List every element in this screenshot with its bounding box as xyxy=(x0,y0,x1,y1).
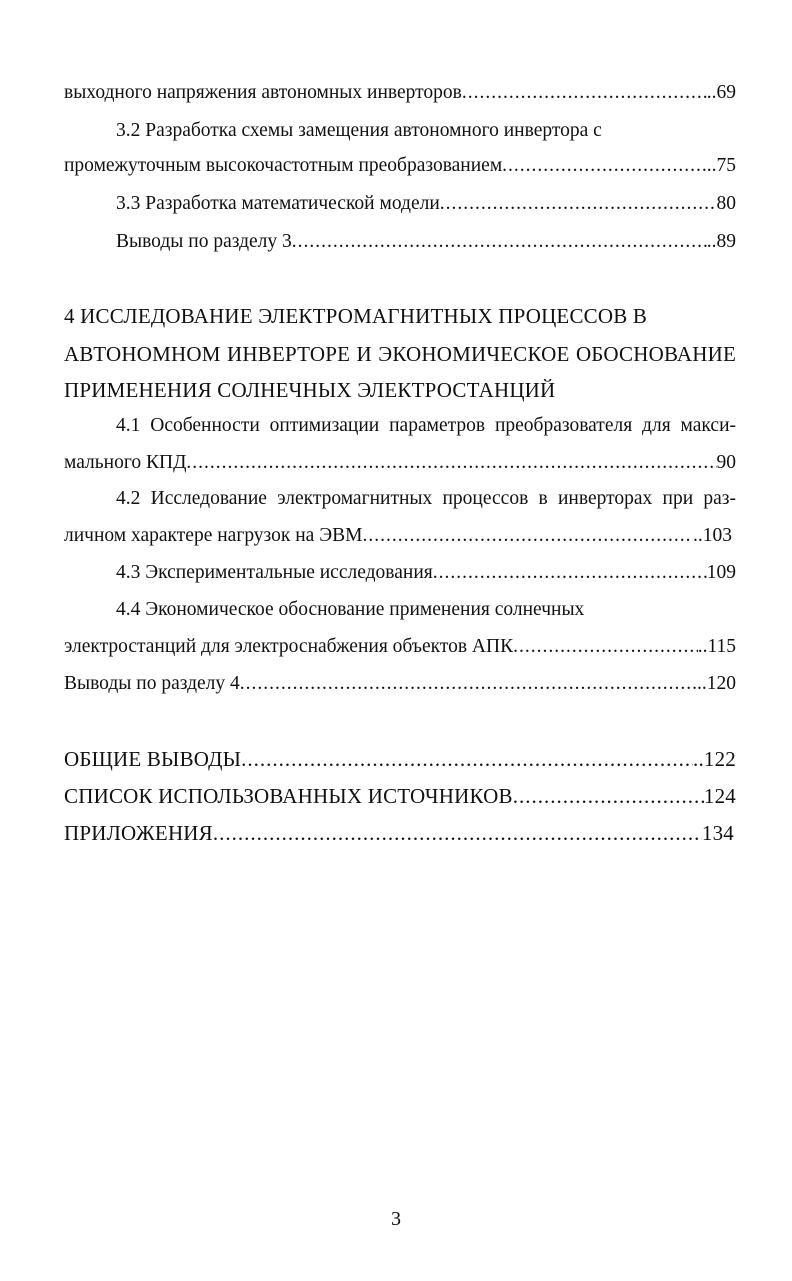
toc-entry-3-2-line-1: 3.2 Разработка схемы замещения автономного инвертора с xyxy=(116,120,602,141)
toc-label: 4.3 Экспериментальные исследования xyxy=(116,562,433,583)
toc-entry-3-2-line-2 xyxy=(64,152,736,180)
toc-entry-4-3 xyxy=(116,559,736,587)
dot-leader xyxy=(440,190,717,218)
toc-label: ПРИЛОЖЕНИЯ xyxy=(64,821,213,845)
toc-page-number: 134 xyxy=(701,821,734,845)
toc-page-number: ..89 xyxy=(706,231,736,252)
dot-leader xyxy=(462,79,707,107)
dot-leader xyxy=(513,781,704,811)
toc-page-number: ..103 xyxy=(693,525,732,546)
dot-leader xyxy=(362,522,693,550)
page-number: 3 xyxy=(391,1208,401,1230)
toc-label: промежуточным высокочастотным преобразованием xyxy=(64,155,503,176)
toc-chapter-4-heading-line-1: 4 ИССЛЕДОВАНИЕ ЭЛЕКТРОМАГНИТНЫХ ПРОЦЕССОВ В xyxy=(64,304,648,328)
dot-leader xyxy=(213,818,702,848)
toc-page-number: 109 xyxy=(706,562,736,583)
toc-label: электростанций для электроснабжения объектов АПК xyxy=(64,636,514,657)
toc-page-number: ..75 xyxy=(706,155,736,176)
toc-entry-4-1-line-1: 4.1 Особенности оптимизации параметров преобразователя для макси- xyxy=(116,415,736,436)
toc-label: выходного напряжения автономных инверторов xyxy=(64,82,462,103)
toc-chapter-4-heading-line-3: ПРИМЕНЕНИЯ СОЛНЕЧНЫХ ЭЛЕКТРОСТАНЦИЙ xyxy=(64,378,556,402)
toc-page-number: ..69 xyxy=(706,82,736,103)
toc-label: ОБЩИЕ ВЫВОДЫ xyxy=(64,747,242,771)
dot-leader xyxy=(502,152,707,180)
toc-entry-4-2-line-1: 4.2 Исследование электромагнитных процессов в инверторах при раз- xyxy=(116,488,736,509)
toc-label: 3.3 Разработка математической модели xyxy=(116,193,440,214)
dot-leader xyxy=(433,559,707,587)
dot-leader xyxy=(186,449,716,477)
toc-entry-section-3-conclusions xyxy=(116,228,736,256)
toc-entry-4-4-line-1: 4.4 Экономическое обоснование применения солнечных xyxy=(116,599,585,620)
toc-page-number: 90 xyxy=(716,452,736,473)
toc-page-number: ..122 xyxy=(693,747,736,771)
toc-page-number: ..120 xyxy=(697,673,736,694)
toc-entry-references xyxy=(64,781,736,811)
toc-entry-3-3 xyxy=(116,190,736,218)
toc-entry-section-4-conclusions xyxy=(64,670,736,698)
toc-entry-3-1-continued xyxy=(64,79,736,107)
toc-label: Выводы по разделу 3 xyxy=(116,231,292,252)
toc-entry-4-4-line-2 xyxy=(64,633,736,661)
toc-page-number: 80 xyxy=(716,193,736,214)
toc-page-number: ..115 xyxy=(697,636,736,657)
toc-page-number: 124 xyxy=(703,784,736,808)
dot-leader xyxy=(240,670,697,698)
toc-label: Выводы по разделу 4 xyxy=(64,673,240,694)
toc-label: мального КПД xyxy=(64,452,187,473)
toc-entry-general-conclusions xyxy=(64,744,736,774)
dot-leader xyxy=(292,228,707,256)
toc-chapter-4-heading-line-2: АВТОНОМНОМ ИНВЕРТОРЕ И ЭКОНОМИЧЕСКОЕ ОБОСНОВАНИЕ xyxy=(64,342,736,366)
toc-label: личном характере нагрузок на ЭВМ xyxy=(64,525,363,546)
dot-leader xyxy=(241,744,693,774)
dot-leader xyxy=(513,633,698,661)
toc-label: СПИСОК ИСПОЛЬЗОВАННЫХ ИСТОЧНИКОВ xyxy=(64,784,513,808)
toc-entry-appendices xyxy=(64,818,734,848)
toc-entry-4-1-line-2 xyxy=(64,449,736,477)
toc-entry-4-2-line-2 xyxy=(64,522,732,550)
